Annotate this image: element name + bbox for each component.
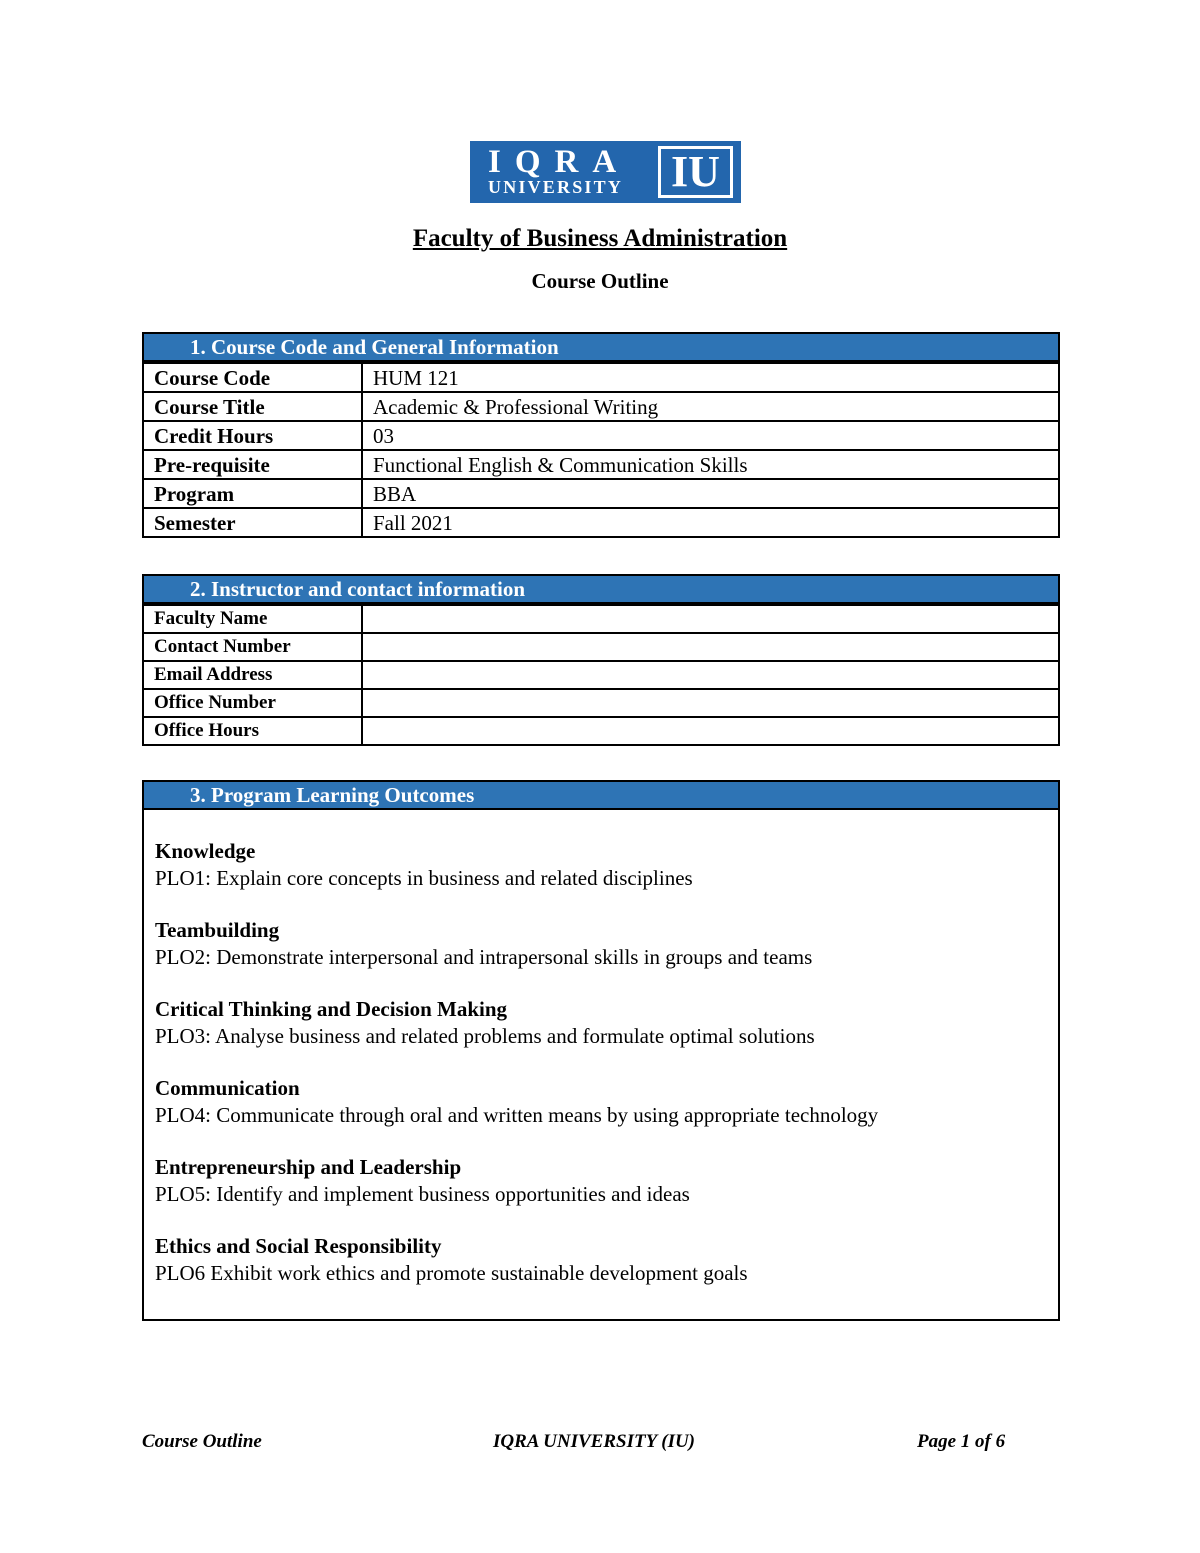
row-value: Academic & Professional Writing — [362, 392, 1059, 421]
instructor-info-table — [142, 604, 1060, 746]
list-item — [155, 917, 1058, 971]
section-instructor-info-heading: 2. Instructor and contact information — [142, 574, 1060, 604]
row-label: Contact Number — [143, 633, 362, 661]
table-row — [143, 717, 1059, 745]
row-value: BBA — [362, 479, 1059, 508]
logo-iqra-text: IQRA — [488, 144, 631, 180]
table-row — [143, 508, 1059, 537]
table-row — [143, 421, 1059, 450]
logo-iu-text: IU — [671, 147, 720, 196]
plo-heading: Ethics and Social Responsibility — [155, 1234, 442, 1258]
plo-text: PLO5: Identify and implement business opportunities and ideas — [155, 1182, 690, 1206]
list-item — [155, 1233, 1058, 1287]
footer-left: Course Outline — [142, 1431, 262, 1452]
table-row — [143, 392, 1059, 421]
list-item — [155, 1075, 1058, 1129]
row-value: HUM 121 — [362, 363, 1059, 392]
plo-text: PLO6 Exhibit work ethics and promote sustainable development goals — [155, 1261, 748, 1285]
plo-text: PLO2: Demonstrate interpersonal and intrapersonal skills in groups and teams — [155, 945, 813, 969]
row-label: Program — [143, 479, 362, 508]
section-course-info — [142, 332, 1060, 538]
row-label: Office Hours — [143, 717, 362, 745]
row-value — [362, 633, 1059, 661]
plo-heading: Communication — [155, 1076, 300, 1100]
row-label: Faculty Name — [143, 605, 362, 633]
course-info-table — [142, 362, 1060, 538]
plo-heading: Critical Thinking and Decision Making — [155, 997, 508, 1021]
university-logo — [470, 141, 741, 203]
table-row — [143, 633, 1059, 661]
plo-text: PLO4: Communicate through oral and written means by using appropriate technology — [155, 1103, 879, 1127]
faculty-title: Faculty of Business Administration — [412, 225, 788, 252]
section-instructor-info — [142, 574, 1060, 746]
plo-list — [142, 810, 1060, 1321]
footer-center: IQRA UNIVERSITY (IU) — [493, 1431, 696, 1452]
row-value — [362, 661, 1059, 689]
table-row — [143, 689, 1059, 717]
row-value — [362, 605, 1059, 633]
plo-heading: Entrepreneurship and Leadership — [155, 1155, 462, 1179]
table-row — [143, 605, 1059, 633]
list-item — [155, 996, 1058, 1050]
row-label: Course Title — [143, 392, 362, 421]
plo-heading: Knowledge — [155, 839, 256, 863]
row-value — [362, 689, 1059, 717]
row-label: Course Code — [143, 363, 362, 392]
row-label: Credit Hours — [143, 421, 362, 450]
table-row — [143, 661, 1059, 689]
table-row — [143, 479, 1059, 508]
row-value: Functional English & Communication Skills — [362, 450, 1059, 479]
table-row — [143, 363, 1059, 392]
section-course-info-heading: 1. Course Code and General Information — [142, 332, 1060, 362]
plo-text: PLO3: Analyse business and related problems and formulate optimal solutions — [155, 1024, 815, 1048]
row-label: Office Number — [143, 689, 362, 717]
row-value: 03 — [362, 421, 1059, 450]
plo-heading: Teambuilding — [155, 918, 280, 942]
footer-page-number: Page 1 of 6 — [917, 1431, 1006, 1452]
list-item — [155, 1154, 1058, 1208]
logo-iu-badge — [658, 146, 733, 198]
logo-university-text: UNIVERSITY — [488, 177, 624, 197]
row-label: Pre-requisite — [143, 450, 362, 479]
list-item — [155, 838, 1058, 892]
row-label: Semester — [143, 508, 362, 537]
document-subtitle: Course Outline — [531, 269, 669, 293]
plo-text: PLO1: Explain core concepts in business and related disciplines — [155, 866, 693, 890]
section-program-outcomes-heading: 3. Program Learning Outcomes — [142, 780, 1060, 810]
table-row — [143, 450, 1059, 479]
row-value: Fall 2021 — [362, 508, 1059, 537]
row-label: Email Address — [143, 661, 362, 689]
section-program-outcomes — [142, 780, 1060, 1321]
row-value — [362, 717, 1059, 745]
